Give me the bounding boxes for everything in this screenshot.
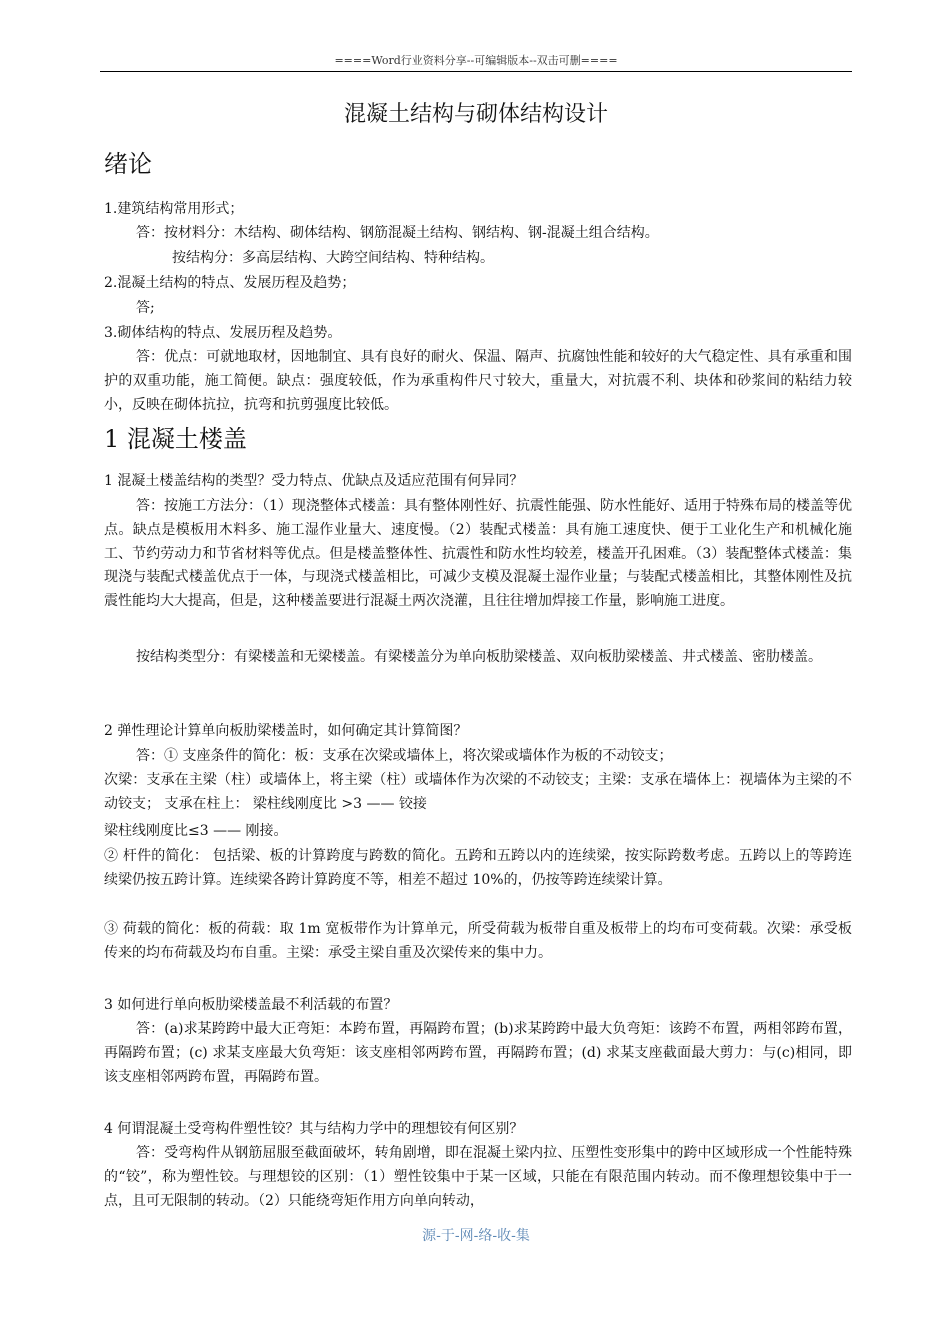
- intro-answer-1-structure: 按结构分：多高层结构、大跨空间结构、特种结构。: [172, 250, 494, 266]
- intro-question-3: 3.砌体结构的特点、发展历程及趋势。: [104, 325, 342, 341]
- document-title: 混凝土结构与砌体结构设计: [343, 102, 608, 127]
- intro-answer-1-material: 答：按材料分：木结构、砌体结构、钢筋混凝土结构、钢结构、钢-混凝土组合结构。: [136, 225, 659, 241]
- s1-question-4: 4 何谓混凝土受弯构件塑性铰？其与结构力学中的理想铰有何区别？: [104, 1121, 524, 1137]
- s1-answer-2-members: ② 杆件的简化： 包括梁、板的计算跨度与跨数的简化。五跨和五跨以内的连续梁，按实际跨数考虑。五跨以上的等跨连续梁仍按五跨计算。连续梁各跨计算跨度不等，相差不超过 10%的，仍按等跨连续梁计算。: [104, 848, 852, 888]
- heading-section-1: 1 混凝土楼盖: [104, 425, 247, 453]
- s1-answer-4: 答：受弯构件从钢筋屈服至截面破坏，转角剧增，即在混凝土梁内拉、压塑性变形集中的跨中区域形成一个性能特殊的“铰”，称为塑性铰。与理想铰的区别：（1）塑性铰集中于某一区域，只能在有限范围内转动。而不像理想铰集中于一点，且可无限制的转动。（2）只能绕弯矩作用方向单向转动，: [104, 1145, 852, 1209]
- s1-answer-2-beams: 次梁：支承在主梁（柱）或墙体上，将主梁（柱）或墙体作为次梁的不动铰支；主梁：支承在墙体上：视墙体为主梁的不动铰支； 支承在柱上： 梁柱线刚度比 >3 —— 铰接: [104, 772, 852, 812]
- intro-answer-2: 答;: [136, 300, 155, 316]
- heading-intro: 绪论: [104, 150, 152, 178]
- s1-answer-2-rigid: 梁柱线刚度比≤3 —— 刚接。: [104, 823, 288, 839]
- s1-answer-1-structure-type: 按结构类型分：有梁楼盖和无梁楼盖。有梁楼盖分为单向板肋梁楼盖、双向板肋梁楼盖、井式楼盖、密肋楼盖。: [136, 649, 822, 665]
- s1-answer-3: 答：(a)求某跨跨中最大正弯矩：本跨布置，再隔跨布置；(b)求某跨跨中最大负弯矩：该跨不布置，两相邻跨布置，再隔跨布置；(c) 求某支座最大负弯矩：该支座相邻两跨布置，再隔跨布置；(d) 求某支座截面最大剪力：与(c)相同，即该支座相邻两跨布置，再隔跨布置。: [104, 1021, 852, 1085]
- intro-question-1: 1.建筑结构常用形式；: [104, 201, 244, 217]
- s1-question-2: 2 弹性理论计算单向板肋梁楼盖时，如何确定其计算简图？: [104, 723, 468, 739]
- s1-answer-1-construction: 答：按施工方法分：（1）现浇整体式楼盖：具有整体刚性好、抗震性能强、防水性能好、适用于特殊布局的楼盖等优点。缺点是模板用木料多、施工湿作业量大、速度慢。（2）装配式楼盖：具有施工速度快、便于工业化生产和机械化施工、节约劳动力和节省材料等优点。但是楼盖整体性、抗震性和防水性均较差，楼盖开孔困难。（3）装配整体式楼盖：集现浇与装配式楼盖优点于一体，与现浇式楼盖相比，可减少支模及混凝土湿作业量；与装配式楼盖相比，其整体刚性及抗震性能均大大提高，但是，这种楼盖要进行混凝土两次浇灌，且往往增加焊接工作量，影响施工进度。: [104, 498, 852, 610]
- s1-answer-2-supports: 答：① 支座条件的简化：板：支承在次梁或墙体上，将次梁或墙体作为板的不动铰支；: [136, 748, 673, 764]
- intro-question-2: 2.混凝土结构的特点、发展历程及趋势；: [104, 275, 356, 291]
- s1-question-3: 3 如何进行单向板肋梁楼盖最不利活载的布置？: [104, 997, 398, 1013]
- s1-answer-2-loads: ③ 荷载的简化：板的荷载：取 1m 宽板带作为计算单元，所受荷载为板带自重及板带上的均布可变荷载。次梁：承受板传来的均布荷载及均布自重。主梁：承受主梁自重及次梁传来的集中力。: [104, 921, 852, 961]
- page-footer: 源-于-网-络-收-集: [422, 1228, 530, 1244]
- intro-answer-3: 答：优点：可就地取材，因地制宜、具有良好的耐火、保温、隔声、抗腐蚀性能和较好的大气稳定性、具有承重和围护的双重功能，施工简便。缺点：强度较低，作为承重构件尺寸较大，重量大，对抗震不利、块体和砂浆间的粘结力较小，反映在砌体抗拉，抗弯和抗剪强度比较低。: [104, 349, 852, 413]
- page-header: ====Word行业资料分享--可编辑版本--双击可删====: [334, 54, 618, 67]
- header-rule: [100, 71, 852, 72]
- s1-question-1: 1 混凝土楼盖结构的类型？受力特点、优缺点及适应范围有何异同？: [104, 473, 524, 489]
